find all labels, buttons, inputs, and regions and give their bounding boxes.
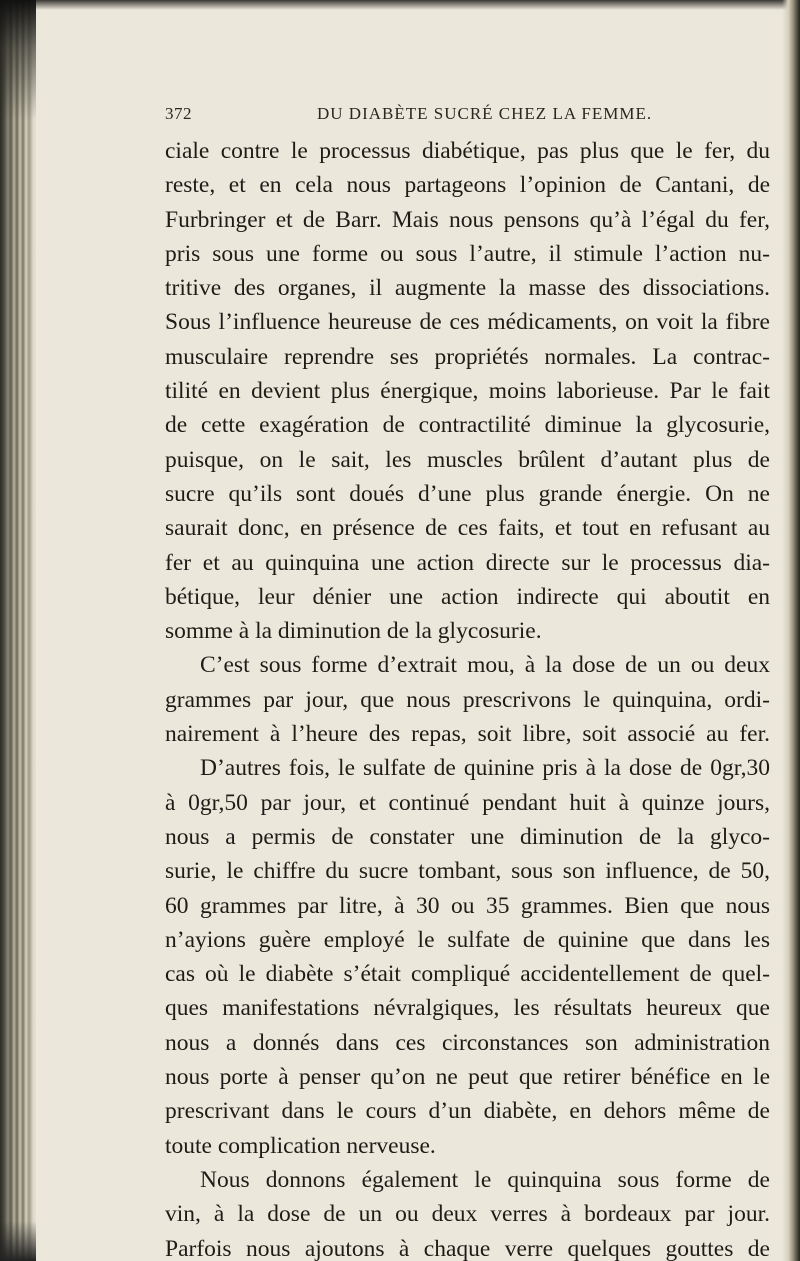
text-line: prescrivant dans le cours d’un diabète, en dehors même de	[165, 1098, 770, 1125]
page-top-edge	[36, 0, 800, 10]
running-title: DU DIABÈTE SUCRÉ CHEZ LA FEMME.	[317, 104, 653, 123]
text-line: de cette exagération de contractilité diminue la glycosurie,	[165, 412, 770, 439]
spine-shadow-top	[0, 0, 36, 120]
text-line: fer et au quinquina une action directe sur le processus dia-	[165, 549, 770, 576]
page-right-edge	[782, 0, 800, 1261]
text-line: puisque, on le sait, les muscles brûlent d’autant plus de	[165, 446, 770, 473]
text-line: Nous donnons également le quinquina sous forme de	[200, 1166, 770, 1193]
text-line: reste, et en cela nous partageons l’opinion de Cantani, de	[165, 172, 770, 199]
text-line: nous a donnés dans ces circonstances son administration	[165, 1029, 770, 1056]
text-line: à 0gr,50 par jour, et continué pendant huit à quinze jours,	[165, 789, 770, 816]
spine-shadow-bottom	[0, 1221, 36, 1261]
text-line: pris sous une forme ou sous l’autre, il stimule l’action nu-	[165, 240, 770, 267]
text-line: ques manifestations névralgiques, les résultats heureux que	[165, 995, 770, 1022]
body-text	[165, 134, 770, 1261]
running-head	[165, 104, 690, 128]
text-line: toute complication nerveuse.	[165, 1132, 436, 1159]
text-line: n’ayions guère employé le sulfate de quinine que dans les	[165, 926, 770, 953]
text-line: grammes par jour, que nous prescrivons le quinquina, ordi-	[165, 686, 770, 713]
page-number: 372	[165, 104, 192, 123]
text-line: sucre qu’ils sont doués d’une plus grande énergie. On ne	[165, 480, 770, 507]
text-line: Furbringer et de Barr. Mais nous pensons qu’à l’égal du fer,	[165, 206, 770, 233]
text-line: somme à la diminution de la glycosurie.	[165, 618, 542, 645]
text-line: tilité en devient plus énergique, moins laborieuse. Par le fait	[165, 378, 770, 405]
text-line: ciale contre le processus diabétique, pas plus que le fer, du	[165, 138, 770, 164]
text-line: vin, à la dose de un ou deux verres à bordeaux par jour.	[165, 1201, 770, 1228]
text-line: surie, le chiffre du sucre tombant, sous son influence, de 50,	[165, 858, 770, 885]
text-line: C’est sous forme d’extrait mou, à la dose de un ou deux	[200, 652, 770, 679]
book-spine	[0, 0, 36, 1261]
text-line: nairement à l’heure des repas, soit libre, soit associé au fer.	[165, 721, 770, 748]
text-line: tritive des organes, il augmente la masse des dissociations.	[165, 275, 770, 302]
text-line: nous porte à penser qu’on ne peut que retirer bénéfice en le	[165, 1064, 770, 1091]
text-line: 60 grammes par litre, à 30 ou 35 grammes. Bien que nous	[165, 892, 770, 919]
text-line: musculaire reprendre ses propriétés normales. La contrac-	[165, 343, 770, 370]
text-line: Parfois nous ajoutons à chaque verre quelques gouttes de	[165, 1235, 770, 1261]
text-line: cas où le diabète s’était compliqué accidentellement de quel-	[165, 961, 770, 988]
text-line: D’autres fois, le sulfate de quinine pris à la dose de 0gr,30	[200, 755, 770, 782]
text-line: bétique, leur dénier une action indirecte qui aboutit en	[165, 583, 770, 610]
text-line: nous a permis de constater une diminution de la glyco-	[165, 823, 770, 850]
text-line: saurait donc, en présence de ces faits, et tout en refusant au	[165, 515, 770, 542]
text-line: Sous l’influence heureuse de ces médicaments, on voit la fibre	[165, 309, 770, 336]
